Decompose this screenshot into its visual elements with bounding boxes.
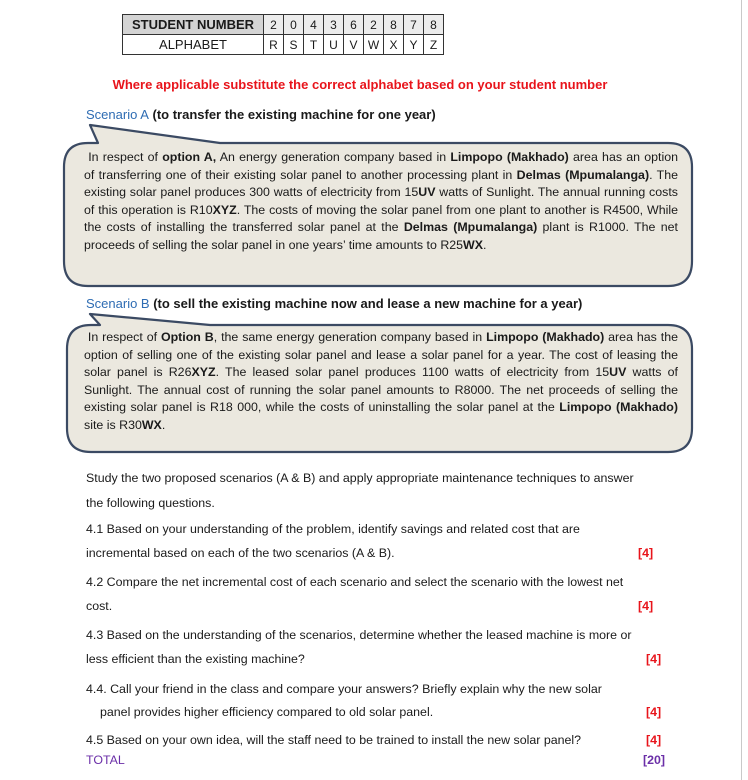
question-4-1-mark: [4] — [638, 546, 654, 560]
student-number-digit: 2 — [264, 15, 284, 35]
alphabet-header: ALPHABET — [123, 35, 264, 55]
scenario-b-heading — [86, 296, 582, 311]
question-4-5-line-1: 4.5 Based on your own idea, will the staff need to be trained to install the new solar panel? — [86, 733, 582, 747]
question-4-2-line-1: 4.2 Compare the net incremental cost of each scenario and select the scenario with the lowest net — [86, 575, 624, 589]
substitution-instruction: Where applicable substitute the correct alphabet based on your student number — [112, 77, 608, 92]
question-4-4-line-2: panel provides higher efficiency compared to old solar panel. — [100, 705, 434, 719]
student-number-digit: 4 — [304, 15, 324, 35]
scenario-a-description: (to transfer the existing machine for one year) — [152, 107, 436, 122]
alphabet-letter: W — [364, 35, 384, 55]
alphabet-letter: V — [344, 35, 364, 55]
student-number-digit: 8 — [424, 15, 444, 35]
student-number-digit: 3 — [324, 15, 344, 35]
intro-line-2: the following questions. — [86, 496, 215, 510]
alphabet-letter: Y — [404, 35, 424, 55]
question-4-2-mark: [4] — [638, 599, 654, 613]
alphabet-letter: T — [304, 35, 324, 55]
student-number-digit: 7 — [404, 15, 424, 35]
total-label: TOTAL — [86, 753, 125, 767]
question-4-2-line-2: cost. — [86, 599, 113, 613]
question-4-4-mark: [4] — [646, 705, 662, 719]
question-4-3-mark: [4] — [646, 652, 662, 666]
student-number-digit: 8 — [384, 15, 404, 35]
alphabet-letter: U — [324, 35, 344, 55]
question-4-3-line-2: less efficient than the existing machine? — [86, 652, 305, 666]
scenario-a-label: Scenario A — [86, 107, 149, 122]
scenario-b-label: Scenario B — [86, 296, 150, 311]
scenario-b-description: (to sell the existing machine now and lease a new machine for a year) — [153, 296, 583, 311]
scenario-a-text: In respect of option A, An energy generation company based in Limpopo (Makhado) area has an option of transferring one of their existing solar panel to another processing plant in Delmas (Mpumalanga). The existing solar panel produces 300 watts of electricity from 15UV watts of Sunlight. The annual running costs of this operation is R10XYZ. The costs of moving the solar panel from one plant to another is R4500, While the costs of installing the transferred solar panel at the Delmas (Mpumalanga) plant is R1000. The net proceeds of selling the solar panel in one years’ time amounts to R25WX. — [84, 150, 679, 252]
question-4-3-line-1: 4.3 Based on the understanding of the scenarios, determine whether the leased machine is more or — [86, 628, 632, 642]
alphabet-letter: S — [284, 35, 304, 55]
alphabet-letter: Z — [424, 35, 444, 55]
question-4-1-line-1: 4.1 Based on your understanding of the problem, identify savings and related cost that are — [86, 522, 580, 536]
student-number-header: STUDENT NUMBER — [123, 15, 264, 35]
alphabet-letter: R — [264, 35, 284, 55]
total-value: [20] — [643, 753, 666, 767]
student-number-digit: 6 — [344, 15, 364, 35]
scenario-b-text: In respect of Option B, the same energy generation company based in Limpopo (Makhado) area has the option of selling one of the existing solar panel and lease a solar panel for a year. The cost of leasing the solar panel is R26XYZ. The leased solar panel produces 1100 watts of electricity from 15UV watts of Sunlight. The annual cost of running the solar panel amounts to R8000. The net proceeds of selling the existing solar panel is R18 000, while the costs of uninstalling the solar panel at the Limpopo (Makhado) site is R30WX. — [84, 330, 678, 432]
intro-line-1: Study the two proposed scenarios (A & B) and apply appropriate maintenance techniques to answer — [86, 471, 634, 485]
alphabet-letter: X — [384, 35, 404, 55]
student-number-digit: 2 — [364, 15, 384, 35]
question-4-1-line-2: incremental based on each of the two scenarios (A & B). — [86, 546, 395, 560]
question-4-5-mark: [4] — [646, 733, 662, 747]
student-number-digit: 0 — [284, 15, 304, 35]
question-4-4-line-1: 4.4. Call your friend in the class and compare your answers? Briefly explain why the new solar — [86, 682, 602, 696]
